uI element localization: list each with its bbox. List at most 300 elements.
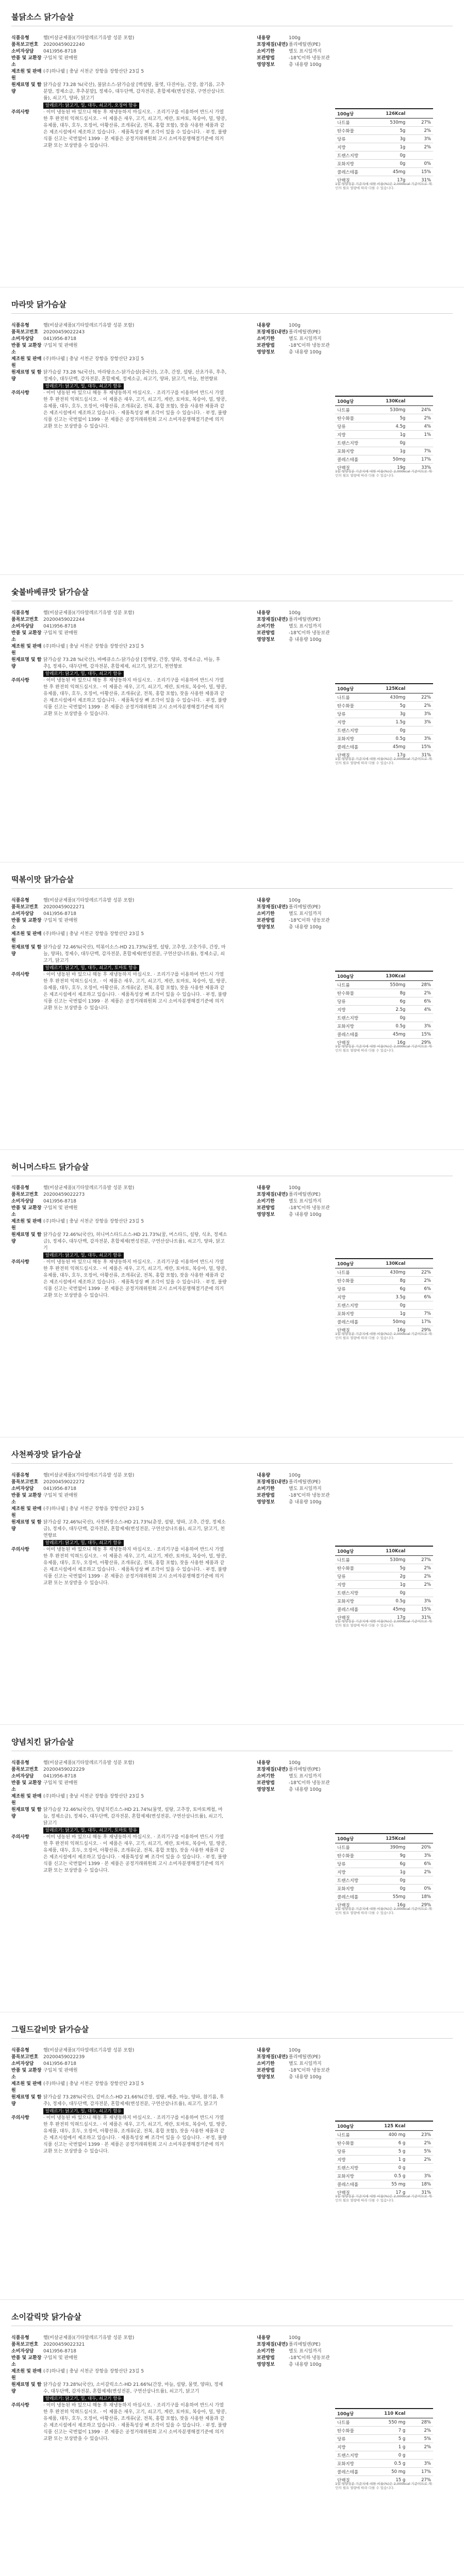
info-label: 소비자상담 <box>11 1199 34 1204</box>
nutrition-row <box>335 1581 433 1589</box>
nutrient-percent: 17% <box>421 1319 432 1325</box>
nutrient-name: 콜레스테롤 <box>337 1894 359 1900</box>
spec-row <box>257 2054 375 2061</box>
info-row <box>11 911 228 918</box>
info-label: 반품 및 교환장소 <box>11 1206 42 1217</box>
spec-row <box>257 918 375 924</box>
spec-label: 포장재질(내면) <box>257 2055 288 2060</box>
info-label: 제조원 및 판매원 <box>11 2369 42 2381</box>
info-label: 소비자상담 <box>11 1774 34 1779</box>
info-label: 원재료명 및 함량 <box>11 82 42 94</box>
spec-label: 보관방법 <box>257 631 275 636</box>
nutrient-value: 1.5g <box>395 719 406 725</box>
spec-value: 총 내용량 100g <box>289 925 322 930</box>
nutrient-value: 8g <box>400 1278 406 1283</box>
nutrition-row <box>335 2468 433 2476</box>
nutrition-row <box>335 447 433 455</box>
spec-value: 별도 표시일까지 <box>289 336 322 342</box>
nutrient-name: 콜레스테롤 <box>337 170 359 175</box>
info-value: 닭가슴살 73.28%(국산), 소이갈릭소스-HD 21.66%(간장, 마늘, 설탕, 물엿, 양파), 정제수, 대두단백, 감자전분, 혼합제제(변성전분, 구연산삼나트륨), 쇠고기, 닭고기 <box>43 2382 223 2394</box>
info-label: 원재료명 및 함량 <box>11 370 42 382</box>
info-value: 닭가슴살 72.46%(국산), 허니머스타드소스-HD 21.73%(꿀, 머스타드, 설탕, 식초, 정제소금), 정제수, 대두단백, 감자전분, 혼합제제(변성전분, 구연산삼나트륨), 쇠고기, 양파, 닭고기 <box>43 1232 227 1251</box>
info-label: 품목보고번호 <box>11 2342 39 2347</box>
product-title: 떡볶이맛 닭가슴살 <box>11 875 74 884</box>
nutrition-table <box>335 2408 433 2484</box>
nutrient-percent: 6% <box>424 1286 432 1292</box>
spec-label: 영양정보 <box>257 637 275 642</box>
nutrition-footnote: 1일 영양성분 기준치에 대한 비율(%)은 2,000kcal 기준이므로 개인의 필요 열량에 따라 다를 수 있습니다. <box>335 1044 432 1053</box>
spec-label: 포장재질(내면) <box>257 2342 288 2347</box>
spec-row <box>257 2362 375 2368</box>
nutrient-value: 530mg <box>390 1557 406 1563</box>
nutrient-name: 콜레스테롤 <box>337 744 359 750</box>
nutrient-percent: 18% <box>421 1894 432 1900</box>
spec-row <box>257 2074 375 2081</box>
nutrient-value: 45mg <box>392 1606 406 1612</box>
info-value: 041)956-8718 <box>43 624 77 629</box>
spec-label: 보관방법 <box>257 343 275 348</box>
nutrition-row <box>335 168 433 176</box>
nutrition-table <box>335 396 433 472</box>
info-value: 닭가슴살 73.28 %(국산), 마라탕소스-닭가슴살(중국산), 고추, 간장, 설탕, 산초가루, 후추, 정제수, 대두단백, 감자전분, 혼합제제, 정제소금, 쇠고기, 양파, 닭고기, 마늘, 천연향료 <box>43 370 227 382</box>
nutrient-percent: 2% <box>424 2428 432 2433</box>
spec-value: -18℃이하 냉동보관 <box>289 1781 330 1786</box>
nutrient-value: 0g <box>400 161 406 166</box>
info-row <box>11 1198 228 1205</box>
nutrition-row <box>335 455 433 464</box>
nutrient-value: 4.5g <box>395 423 406 429</box>
nutrition-row <box>335 1285 433 1293</box>
spec-label: 포장재질(내면) <box>257 330 288 335</box>
nutrient-name: 포화지방 <box>337 1886 354 1892</box>
spec-label: 소비기한 <box>257 2061 275 2066</box>
nutrient-value: 530mg <box>390 407 406 413</box>
spec-row <box>257 55 375 62</box>
nutrition-row <box>335 151 433 160</box>
info-row <box>11 82 228 102</box>
nutrient-percent: 6% <box>424 1294 432 1300</box>
nutrition-header: 100g당 130Kcal <box>335 1259 433 1268</box>
nutrition-table <box>335 108 433 184</box>
nutrient-percent: 27% <box>421 2477 432 2483</box>
info-label: 주의사항 <box>11 1835 29 1840</box>
spec-value: -18℃이하 냉동보관 <box>289 343 330 348</box>
spec-row <box>257 1787 375 1793</box>
nutrient-percent: 33% <box>421 465 432 470</box>
spec-row <box>257 1499 375 1506</box>
caution-text: · 이미 냉동된 바 있으니 해동 후 재냉동하지 마십시오. · 조리기구를 이용하여 반드시 가열한 후 완전히 익혀드십시오. · 이 제품은 새우, 고기, 쇠고기, 게란, 토마토, 복숭아, 밀, 땅콩, 유제품, 대두, 호두, 오징어, 아황산류, 조개류(굴, 전복, 홍합 포함), 잣을 사용한 제품과 같은 제조시설에서 제조하고 있습니다. · 제품특성상 뼈 조각이 있을 수 있습니다. · 부정, 불량식품 신고는 국번없이 1399 · 본 제품은 공정거래위원회 고시 소비자분쟁해결기준에 의거 교환 또는 보상받을 수 있습니다. <box>43 1835 227 1873</box>
nutrient-value: 0.5 g <box>394 2461 406 2466</box>
spec-value: 100g <box>289 898 301 903</box>
info-label: 품목보고번호 <box>11 1480 39 1485</box>
nutrient-value: 550mg <box>390 982 406 988</box>
nutrient-value: 3g <box>400 136 406 142</box>
nutrient-percent: 3% <box>424 711 432 717</box>
nutrient-percent: 4% <box>424 423 432 429</box>
nutrient-value: 17g <box>397 1615 406 1620</box>
nutrition-row <box>335 414 433 422</box>
info-row <box>11 2067 228 2081</box>
nutrient-value: 9g <box>400 1853 406 1858</box>
info-row <box>11 390 228 430</box>
nutrition-row <box>335 1268 433 1277</box>
nutrient-value: 0g <box>400 1886 406 1891</box>
info-label: 제조원 및 판매원 <box>11 69 42 81</box>
nutrient-value: 0.5g <box>395 1598 406 1604</box>
spec-label: 영양정보 <box>257 350 275 355</box>
info-label: 제조원 및 판매원 <box>11 644 42 656</box>
info-value: 20200459022243 <box>43 330 85 335</box>
spec-value: 별도 표시일까지 <box>289 911 322 917</box>
nutrition-row <box>335 1572 433 1581</box>
nutrient-value: 6g <box>400 1861 406 1867</box>
spec-row <box>257 2355 375 2362</box>
nutrition-row <box>335 1852 433 1860</box>
info-label: 식품유형 <box>11 323 29 328</box>
nutrient-value: 390mg <box>390 1844 406 1850</box>
info-row <box>11 69 228 82</box>
spec-row <box>257 924 375 931</box>
nutrient-name: 지방 <box>337 1295 346 1300</box>
nutrient-percent: 22% <box>421 1269 432 1275</box>
nutrient-name: 단백질 <box>337 2190 350 2196</box>
info-value: 햄(비살균제품)(기타알레르기유발 성분 포함) <box>43 323 135 328</box>
nutrient-value: 6g <box>400 998 406 1004</box>
nutrient-name: 당류 <box>337 2436 346 2442</box>
product-section <box>0 2012 464 2300</box>
nutrient-percent: 31% <box>421 752 432 758</box>
info-label: 반품 및 교환장소 <box>11 918 42 930</box>
info-value: 닭가슴살 72.46%(국산), 양념치킨소스-HD 21.74%(물엿, 설탕, 고추장, 토마토케첩, 마늘, 정제소금), 정제수, 대두단백, 감자전분, 혼합제제(변성전분, 구연산삼나트륨), 쇠고기, 닭고기 <box>43 1807 224 1826</box>
nutrient-value: 17g <box>397 752 406 758</box>
nutrient-value: 0.5 g <box>394 2173 406 2179</box>
spec-row <box>257 1760 375 1767</box>
nutrient-name: 당류 <box>337 1861 346 1867</box>
info-value: 20200459022240 <box>43 42 85 47</box>
nutrient-value: 1 g <box>398 2157 406 2162</box>
nutrition-row <box>335 2164 433 2172</box>
nutrition-footnote: 1일 영양성분 기준치에 대한 비율(%)은 2,000kcal 기준이므로 개인의 필요 열량에 따라 다를 수 있습니다. <box>335 757 432 765</box>
info-row <box>11 323 228 329</box>
info-label: 품목보고번호 <box>11 905 39 910</box>
product-spec-list <box>257 1760 375 1793</box>
nutrient-value: 16g <box>397 1040 406 1045</box>
nutrient-percent: 6% <box>424 998 432 1004</box>
spec-row <box>257 62 375 69</box>
spec-label: 포장재질(내면) <box>257 1767 288 1772</box>
spec-value: 총 내용량 100g <box>289 1787 322 1792</box>
nutrient-percent: 15% <box>421 744 432 750</box>
spec-row <box>257 1472 375 1479</box>
info-row <box>11 2061 228 2067</box>
product-spec-list <box>257 897 375 931</box>
nutrient-percent: 1% <box>424 432 432 437</box>
nutrition-row <box>335 1860 433 1868</box>
nutrition-row <box>335 422 433 431</box>
info-row <box>11 48 228 55</box>
nutrient-name: 단백질 <box>337 753 350 758</box>
nutrient-name: 나트륨 <box>337 2132 350 2138</box>
nutrient-value: 0g <box>400 1590 406 1596</box>
info-value: (주)하나웰 | 충남 서천군 장항읍 장항산단 23길 5 <box>43 1219 144 1224</box>
nutrient-name: 트랜스지방 <box>337 1590 359 1596</box>
spec-row <box>257 2348 375 2355</box>
info-label: 제조원 및 판매원 <box>11 1219 42 1231</box>
info-value: (주)하나웰 | 충남 서천군 장항읍 장항산단 23길 5 <box>43 644 144 649</box>
nutrition-header: 100g당 125 Kcal <box>335 2122 433 2131</box>
nutrient-value: 0g <box>400 1877 406 1883</box>
nutrient-name: 단백질 <box>337 1040 350 1046</box>
nutrition-row <box>335 1868 433 1876</box>
nutrition-row <box>335 1556 433 1564</box>
nutrient-percent: 3% <box>424 2173 432 2179</box>
nutrient-value: 400 mg <box>388 2132 406 2138</box>
nutrient-value: 3.5g <box>395 1294 406 1300</box>
info-value: 닭가슴살 73.28 %(국산), 불닭소스-닭가슴살 [백설탕, 물엿, 다진마늘, 간장, 참기름, 고추분말, 정제소금, 후추분말], 정제수, 대두단백, 감자전분, 혼합제제(변성전분, 구연산삼나트륨), 쇠고기, 양파, 닭고기 <box>43 82 225 101</box>
spec-label: 소비기한 <box>257 336 275 342</box>
info-row <box>11 1232 228 1252</box>
info-row <box>11 1218 228 1232</box>
nutrition-row <box>335 1301 433 1310</box>
nutrition-row <box>335 1597 433 1605</box>
nutrient-value: 7 g <box>398 2428 406 2433</box>
spec-label: 소비기한 <box>257 1486 275 1492</box>
info-value: 구입처 및 판매원 <box>43 2355 78 2361</box>
info-row <box>11 1205 228 1218</box>
info-label: 제조원 및 판매원 <box>11 357 42 368</box>
info-label: 품목보고번호 <box>11 1192 39 1197</box>
product-section <box>0 1150 464 1437</box>
product-section <box>0 287 464 575</box>
spec-row <box>257 1205 375 1212</box>
nutrient-name: 지방 <box>337 2157 346 2163</box>
nutrient-value: 0g <box>400 152 406 158</box>
product-spec-list <box>257 1185 375 1218</box>
allergen-badge: 알레르기: 닭고기, 밀, 대두, 쇠고기 함유 <box>43 383 124 389</box>
nutrient-percent: 7% <box>424 1311 432 1316</box>
product-spec-list <box>257 2047 375 2081</box>
allergen-badge: 알레르기: 닭고기, 밀, 대두, 쇠고기, 오징어 함유 <box>43 103 139 109</box>
product-section <box>0 575 464 862</box>
info-value: 햄(비살균제품)(기타알레르기유발 성분 포함) <box>43 611 135 616</box>
nutrient-name: 포화지방 <box>337 161 354 167</box>
nutrient-percent: 2% <box>424 1278 432 1283</box>
nutrient-value: 1g <box>400 1311 406 1316</box>
info-label: 품목보고번호 <box>11 2055 39 2060</box>
nutrient-percent: 28% <box>421 2419 432 2425</box>
info-value: 041)956-8718 <box>43 1774 77 1779</box>
spec-value: 폴리에틸렌(PE) <box>289 905 321 910</box>
info-row <box>11 643 228 657</box>
spec-value: 별도 표시일까지 <box>289 49 322 54</box>
nutrient-percent: 2% <box>424 2444 432 2450</box>
nutrient-percent: 23% <box>421 2132 432 2138</box>
nutrient-name: 당류 <box>337 137 346 142</box>
nutrient-percent: 20% <box>421 1844 432 1850</box>
nutrition-row <box>335 718 433 726</box>
spec-label: 포장재질(내면) <box>257 1480 288 1485</box>
nutrient-percent: 27% <box>421 1557 432 1563</box>
nutrition-footnote: 1일 영양성분 기준치에 대한 비율(%)은 2,000kcal 기준이므로 개인의 필요 열량에 따라 다를 수 있습니다. <box>335 2482 432 2490</box>
nutrient-value: 0 g <box>398 2165 406 2171</box>
info-value: 구입처 및 판매원 <box>43 918 78 923</box>
nutrient-name: 나트륨 <box>337 1557 350 1563</box>
product-spec-list <box>257 1472 375 1506</box>
nutrition-row <box>335 118 433 127</box>
info-row <box>11 623 228 630</box>
spec-value: 총 내용량 100g <box>289 350 322 355</box>
spec-label: 포장재질(내면) <box>257 905 288 910</box>
spec-label: 보관방법 <box>257 1781 275 1786</box>
nutrition-row <box>335 406 433 414</box>
nutrition-row <box>335 2131 433 2139</box>
nutrient-percent: 3% <box>424 1023 432 1029</box>
allergen-badge: 알레르기: 닭고기, 밀, 대두, 쇠고기 함유 <box>43 1252 124 1259</box>
spec-row <box>257 904 375 911</box>
spec-value: 별도 표시일까지 <box>289 2349 322 2354</box>
spec-row <box>257 1767 375 1773</box>
caution-text: · 이미 냉동된 바 있으니 해동 후 재냉동하지 마십시오. · 조리기구를 이용하여 반드시 가열한 후 완전히 익혀드십시오. · 이 제품은 새우, 고기, 쇠고기, 게란, 토마토, 복숭아, 밀, 땅콩, 유제품, 대두, 호두, 오징어, 아황산류, 조개류(굴, 전복, 홍합 포함), 잣을 사용한 제품과 같은 제조시설에서 제조하고 있습니다. · 제품특성상 뼈 조각이 있을 수 있습니다. · 부정, 불량식품 신고는 국번없이 1399 · 본 제품은 공정거래위원회 고시 소비자분쟁해결기준에 의거 교환 또는 보상받을 수 있습니다. <box>43 678 227 717</box>
nutrition-row <box>335 981 433 989</box>
info-label: 주의사항 <box>11 2115 29 2121</box>
spec-value: 별도 표시일까지 <box>289 1199 322 1204</box>
spec-label: 포장재질(내면) <box>257 42 288 47</box>
spec-row <box>257 48 375 55</box>
info-value: 041)956-8718 <box>43 1486 77 1492</box>
info-value: 구입처 및 판매원 <box>43 1781 78 1786</box>
info-value: 구입처 및 판매원 <box>43 1493 78 1498</box>
spec-value: 폴리에틸렌(PE) <box>289 330 321 335</box>
nutrient-name: 탄수화물 <box>337 2428 354 2434</box>
info-row <box>11 1486 228 1493</box>
nutrition-row <box>335 1022 433 1030</box>
spec-value: 총 내용량 100g <box>289 62 322 67</box>
nutrient-value: 0.5g <box>395 736 406 741</box>
info-label: 주의사항 <box>11 972 29 977</box>
nutrient-value: 17 g <box>395 2190 406 2195</box>
product-info-list <box>11 1185 228 1299</box>
nutrition-row <box>335 1030 433 1039</box>
nutrition-row <box>335 1893 433 1901</box>
info-row <box>11 1767 228 1773</box>
nutrition-table <box>335 1546 433 1622</box>
nutrient-percent: 2% <box>424 128 432 133</box>
nutrient-value: 430mg <box>390 694 406 700</box>
info-label: 제조원 및 판매원 <box>11 1794 42 1806</box>
nutrition-footnote: 1일 영양성분 기준치에 대한 비율(%)은 2,000kcal 기준이므로 개인의 필요 열량에 따라 다를 수 있습니다. <box>335 1619 432 1628</box>
nutrient-value: 8g <box>400 990 406 996</box>
product-title: 소이갈릭맛 닭가슴살 <box>11 2312 81 2321</box>
nutrient-value: 45mg <box>392 1031 406 1037</box>
nutrition-table <box>335 1258 433 1334</box>
spec-value: 총 내용량 100g <box>289 1212 322 1217</box>
nutrient-name: 콜레스테롤 <box>337 457 359 463</box>
nutrition-row <box>335 2443 433 2451</box>
nutrient-value: 19g <box>397 465 406 470</box>
nutrient-name: 포화지방 <box>337 1599 354 1604</box>
spec-value: 100g <box>289 2335 301 2341</box>
nutrient-value: 15 g <box>395 2477 406 2483</box>
info-row <box>11 2342 228 2348</box>
spec-value: 폴리에틸렌(PE) <box>289 2055 321 2060</box>
nutrient-name: 탄수화물 <box>337 128 354 134</box>
info-row <box>11 1252 228 1259</box>
spec-value: 폴리에틸렌(PE) <box>289 1192 321 1197</box>
spec-label: 소비기한 <box>257 911 275 917</box>
nutrition-row <box>335 143 433 151</box>
product-title: 허니머스타드 닭가슴살 <box>11 1162 89 1172</box>
nutrient-value: 1 g <box>398 2444 406 2450</box>
nutrient-percent: 22% <box>421 694 432 700</box>
nutrient-value: 1g <box>400 1582 406 1587</box>
nutrient-value: 45mg <box>392 744 406 750</box>
info-row <box>11 918 228 931</box>
info-row <box>11 2382 228 2395</box>
product-info-list <box>11 897 228 1012</box>
nutrient-value: 0g <box>400 440 406 446</box>
product-section <box>0 1725 464 2012</box>
nutrient-name: 당류 <box>337 711 346 717</box>
nutrient-value: 55mg <box>392 1894 406 1900</box>
nutrition-row <box>335 1277 433 1285</box>
nutrition-row <box>335 127 433 135</box>
nutrition-row <box>335 2180 433 2189</box>
spec-row <box>257 323 375 329</box>
nutrition-row <box>335 2139 433 2147</box>
nutrition-row <box>335 1318 433 1326</box>
info-row <box>11 2054 228 2061</box>
info-value: 구입처 및 판매원 <box>43 343 78 348</box>
nutrient-value: 17g <box>397 177 406 183</box>
nutrient-name: 탄수화물 <box>337 991 354 996</box>
nutrition-row <box>335 743 433 751</box>
info-value: (주)하나웰 | 충남 서천군 장항읍 장항산단 23길 5 <box>43 1794 144 1799</box>
spec-label: 내용량 <box>257 898 271 903</box>
caution-text: · 이미 냉동된 바 있으니 해동 후 재냉동하지 마십시오. · 조리기구를 이용하여 반드시 가열한 후 완전히 익혀드십시오. · 이 제품은 새우, 고기, 쇠고기, 게란, 토마토, 복숭아, 밀, 땅콩, 유제품, 대두, 호두, 오징어, 아황산류, 조개류(굴, 전복, 홍합 포함), 잣을 사용한 제품과 같은 제조시설에서 제조하고 있습니다. · 제품특성상 뼈 조각이 있을 수 있습니다. · 부정, 불량식품 신고는 국번없이 1399 · 본 제품은 공정거래위원회 고시 소비자분쟁해결기준에 의거 교환 또는 보상받을 수 있습니다. <box>43 1547 227 1586</box>
divider <box>11 2038 453 2039</box>
nutrition-header: 100g당 130Kcal <box>335 397 433 406</box>
product-info-list <box>11 1760 228 1874</box>
product-spec-list <box>257 2335 375 2368</box>
nutrient-name: 포화지방 <box>337 1024 354 1029</box>
nutrient-name: 나트륨 <box>337 408 350 413</box>
nutrient-value: 5g <box>400 415 406 421</box>
info-row <box>11 1519 228 1539</box>
info-label: 제조원 및 판매원 <box>11 931 42 943</box>
info-value: 20200459022273 <box>43 1192 85 1197</box>
info-row <box>11 356 228 369</box>
product-title: 마라맛 닭가슴살 <box>11 300 67 309</box>
spec-label: 보관방법 <box>257 56 275 61</box>
spec-value: 총 내용량 100g <box>289 637 322 642</box>
nutrient-percent: 2% <box>424 2140 432 2146</box>
nutrient-name: 당류 <box>337 1286 346 1292</box>
nutrition-table <box>335 2121 433 2197</box>
nutrient-name: 트랜스지방 <box>337 2165 359 2171</box>
spec-row <box>257 1773 375 1780</box>
nutrition-footnote: 1일 영양성분 기준치에 대한 비율(%)은 2,000kcal 기준이므로 개인의 필요 열량에 따라 다를 수 있습니다. <box>335 1907 432 1915</box>
nutrient-value: 55 mg <box>391 2181 406 2187</box>
info-label: 주의사항 <box>11 110 29 115</box>
spec-row <box>257 911 375 918</box>
info-row <box>11 102 228 109</box>
nutrient-name: 탄수화물 <box>337 703 354 709</box>
nutrient-percent: 27% <box>421 120 432 125</box>
spec-label: 보관방법 <box>257 2355 275 2361</box>
info-label: 식품유형 <box>11 36 29 41</box>
info-row <box>11 1472 228 1479</box>
spec-value: 100g <box>289 323 301 328</box>
